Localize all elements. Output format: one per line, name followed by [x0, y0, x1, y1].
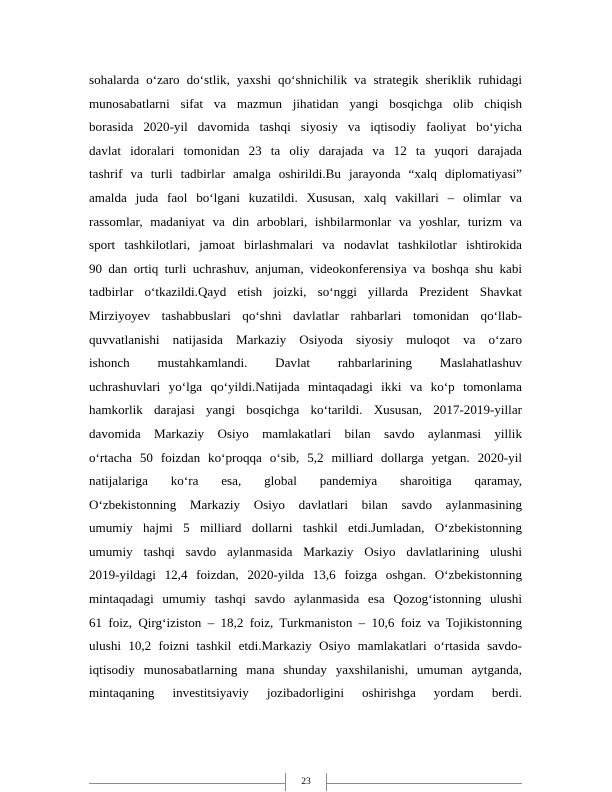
text-line: davlat idoralari tomonidan 23 ta oliy darajada va 12 ta yuqori darajada [89, 142, 522, 158]
text-line: munosabatlarni sifat va mazmun jihatidan yangi bosqichga olib chiqish [89, 95, 522, 111]
text-line: O‘zbekistonning Markaziy Osiyo davlatlari bilan savdo aylanmasining [89, 496, 522, 512]
text-line: o‘rtacha 50 foizdan ko‘proqqa o‘sib, 5,2 milliard dollarga yetgan. 2020-yil [89, 449, 522, 465]
text-line: sohalarda o‘zaro do‘stlik, yaxshi qo‘shnichilik va strategik sheriklik ruhidagi [89, 72, 522, 87]
text-line: borasida 2020-yil davomida tashqi siyosiy va iqtisodiy faoliyat bo‘yicha [89, 119, 522, 135]
page-number: 23 [285, 773, 327, 791]
body-text [89, 68, 522, 705]
footer-rule-left [89, 783, 285, 784]
footer-rule-right [327, 783, 522, 784]
text-line: sport tashkilotlari, jamoat birlashmalari va nodavlat tashkilotlar ishtirokida [89, 237, 522, 253]
text-line: ishonch mustahkamlandi. Davlat rahbarlarining Maslahatlashuv [89, 355, 522, 371]
text-line: tadbirlar o‘tkazildi.Qayd etish joizki, so‘nggi yillarda Prezident Shavkat [89, 284, 522, 300]
text-line: mintaqaning investitsiyaviy jozibadorligini oshirishga yordam berdi. [89, 685, 522, 701]
text-line: 90 dan ortiq turli uchrashuv, anjuman, videokonferensiya va boshqa shu kabi [89, 260, 522, 276]
text-line: davomida Markaziy Osiyo mamlakatlari bilan savdo aylanmasi yillik [89, 425, 522, 441]
text-line: 2019-yildagi 12,4 foizdan, 2020-yilda 13,6 foizga oshgan. O‘zbekistonning [89, 567, 522, 583]
text-line: uchrashuvlari yo‘lga qo‘yildi.Natijada mintaqadagi ikki va ko‘p tomonlama [89, 378, 522, 394]
text-line: ulushi 10,2 foizni tashkil etdi.Markaziy Osiyo mamlakatlari o‘rtasida savdo- [89, 638, 522, 654]
text-line: natijalariga ko‘ra esa, global pandemiya sharoitiga qaramay, [89, 473, 522, 489]
text-line: tashrif va turli tadbirlar amalga oshirildi.Bu jarayonda “xalq diplomatiyasi” [89, 166, 522, 182]
text-line: umumiy hajmi 5 milliard dollarni tashkil etdi.Jumladan, O‘zbekistonning [89, 520, 522, 536]
text-line: rassomlar, madaniyat va din arboblari, ishbilarmonlar va yoshlar, turizm va [89, 213, 522, 229]
text-line: Mirziyoyev tashabbuslari qo‘shni davlatlar rahbarlari tomonidan qo‘llab- [89, 307, 522, 323]
text-line: amalda juda faol bo‘lgani kuzatildi. Xususan, xalq vakillari – olimlar va [89, 189, 522, 205]
text-line: quvvatlanishi natijasida Markaziy Osiyoda siyosiy muloqot va o‘zaro [89, 331, 522, 347]
page-footer [89, 771, 522, 791]
text-line: iqtisodiy munosabatlarning mana shunday yaxshilanishi, umuman aytganda, [89, 661, 522, 677]
text-line: mintaqadagi umumiy tashqi savdo aylanmasida esa Qozog‘istonning ulushi [89, 591, 522, 607]
text-line: umumiy tashqi savdo aylanmasida Markaziy Osiyo davlatlarining ulushi [89, 543, 522, 559]
text-line: 61 foiz, Qirg‘iziston – 18,2 foiz, Turkmaniston – 10,6 foiz va Tojikistonning [89, 614, 522, 630]
text-line: hamkorlik darajasi yangi bosqichga ko‘tarildi. Xususan, 2017-2019-yillar [89, 402, 522, 418]
